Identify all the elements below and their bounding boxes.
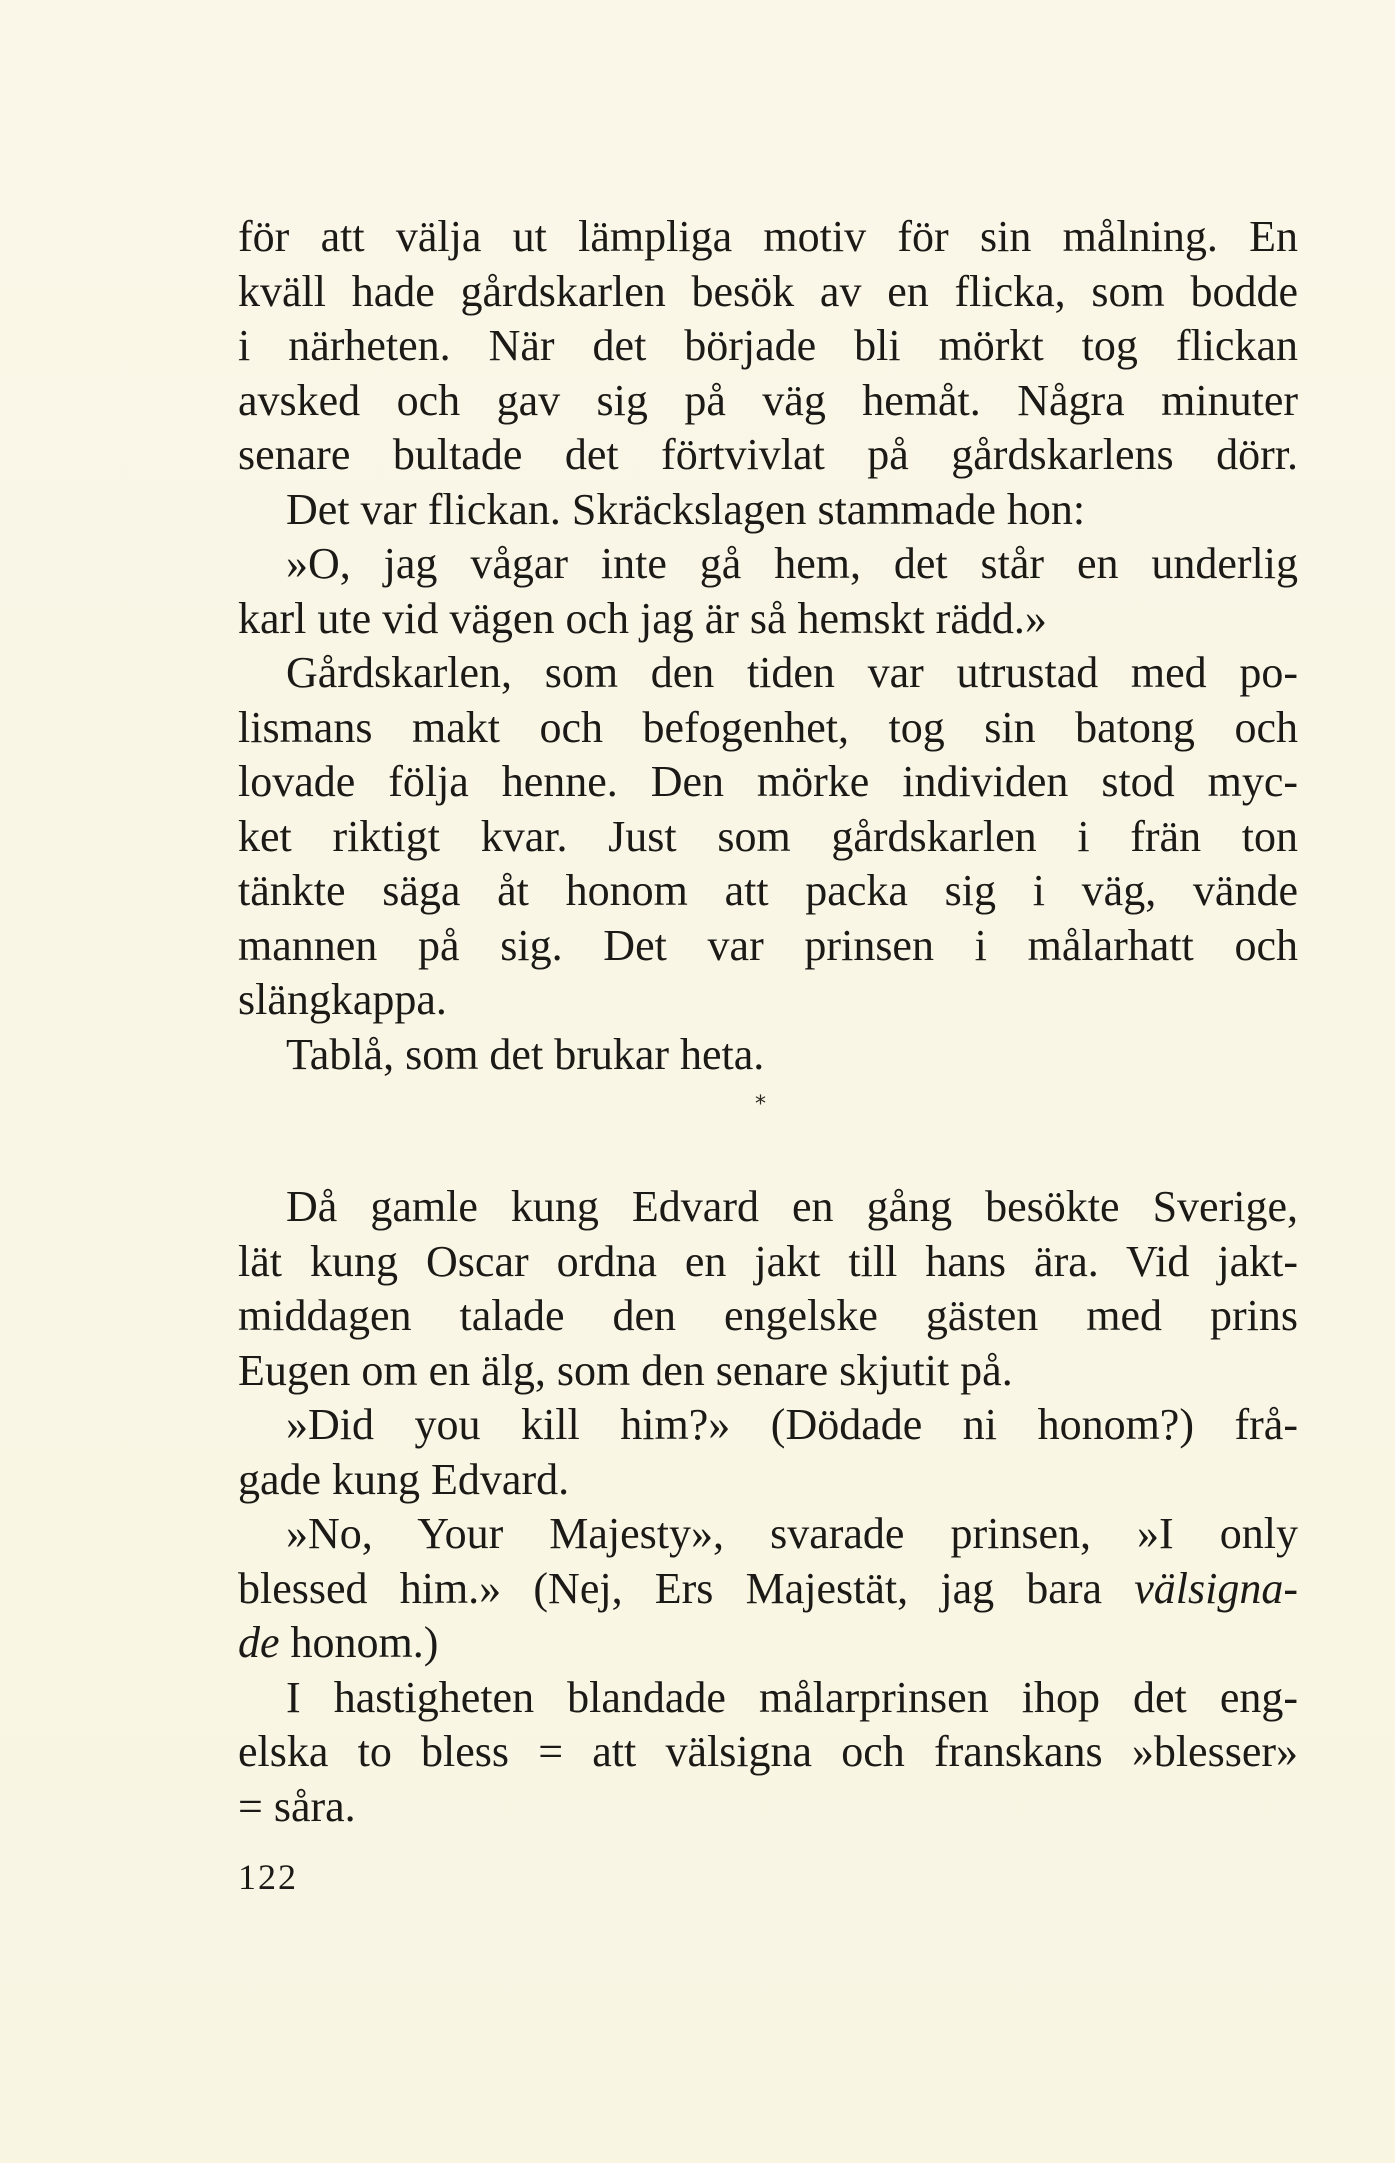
text-line: »No, Your Majesty», svarade prinsen, »I only — [286, 1509, 1298, 1558]
text-line: avsked och gav sig på väg hemåt. Några minuter — [238, 375, 1298, 425]
text-line: Eugen om en älg, som den senare skjutit på. — [238, 1345, 1013, 1395]
text-line: Då gamle kung Edvard en gång besökte Sverige, — [286, 1182, 1298, 1231]
text-line: Tablå, som det brukar heta. — [286, 1029, 765, 1079]
text-line: Det var flickan. Skräckslagen stammade hon: — [286, 484, 1086, 534]
text-line: ket riktigt kvar. Just som gårdskarlen i frän ton — [238, 811, 1298, 861]
text-line: elska to bless = att välsigna och franskans »blesser» — [238, 1727, 1298, 1776]
section-separator-asterisk: * — [755, 1092, 766, 1117]
page-number: 122 — [238, 1857, 298, 1897]
text-line: gade kung Edvard. — [238, 1454, 570, 1504]
text-line: för att välja ut lämpliga motiv för sin målning. En — [238, 212, 1298, 261]
text-line: middagen talade den engelske gästen med prins — [238, 1291, 1298, 1340]
text-line — [238, 1616, 1298, 1671]
text-line: lovade följa henne. Den mörke individen stod myc- — [238, 757, 1298, 806]
text-line: lät kung Oscar ordna en jakt till hans ära. Vid jakt- — [238, 1236, 1298, 1286]
text-fragment: blessed him.» (Nej, Ers Majestät, jag bara — [238, 1563, 1103, 1613]
text-line: tänkte säga åt honom att packa sig i väg, vände — [238, 866, 1298, 915]
text-line: senare bultade det förtvivlat på gårdskarlens dörr. — [238, 430, 1298, 479]
text-fragment: honom.) — [290, 1618, 439, 1667]
text-line: I hastigheten blandade målarprinsen ihop det eng- — [286, 1672, 1298, 1722]
italic-word: de — [238, 1618, 280, 1667]
text-line: »O, jag vågar inte gå hem, det står en underlig — [286, 539, 1298, 588]
text-line: slängkappa. — [238, 975, 447, 1024]
text-line: »Did you kill him?» (Dödade ni honom?) frå- — [286, 1400, 1298, 1449]
text-line: mannen på sig. Det var prinsen i målarhatt och — [238, 920, 1298, 970]
text-line — [238, 1562, 1298, 1617]
text-line: Gårdskarlen, som den tiden var utrustad med po- — [286, 648, 1298, 697]
text-block-anecdote-1 — [238, 210, 1298, 1082]
italic-word: välsigna- — [1134, 1563, 1299, 1613]
text-block-anecdote-2 — [238, 1180, 1298, 1834]
text-line: lismans makt och befogenhet, tog sin batong och — [238, 702, 1298, 752]
text-line: = såra. — [238, 1781, 356, 1831]
text-line: kväll hade gårdskarlen besök av en flicka, som bodde — [238, 266, 1298, 316]
text-line: karl ute vid vägen och jag är så hemskt rädd.» — [238, 593, 1047, 643]
text-line: i närheten. När det började bli mörkt tog flickan — [238, 321, 1298, 370]
